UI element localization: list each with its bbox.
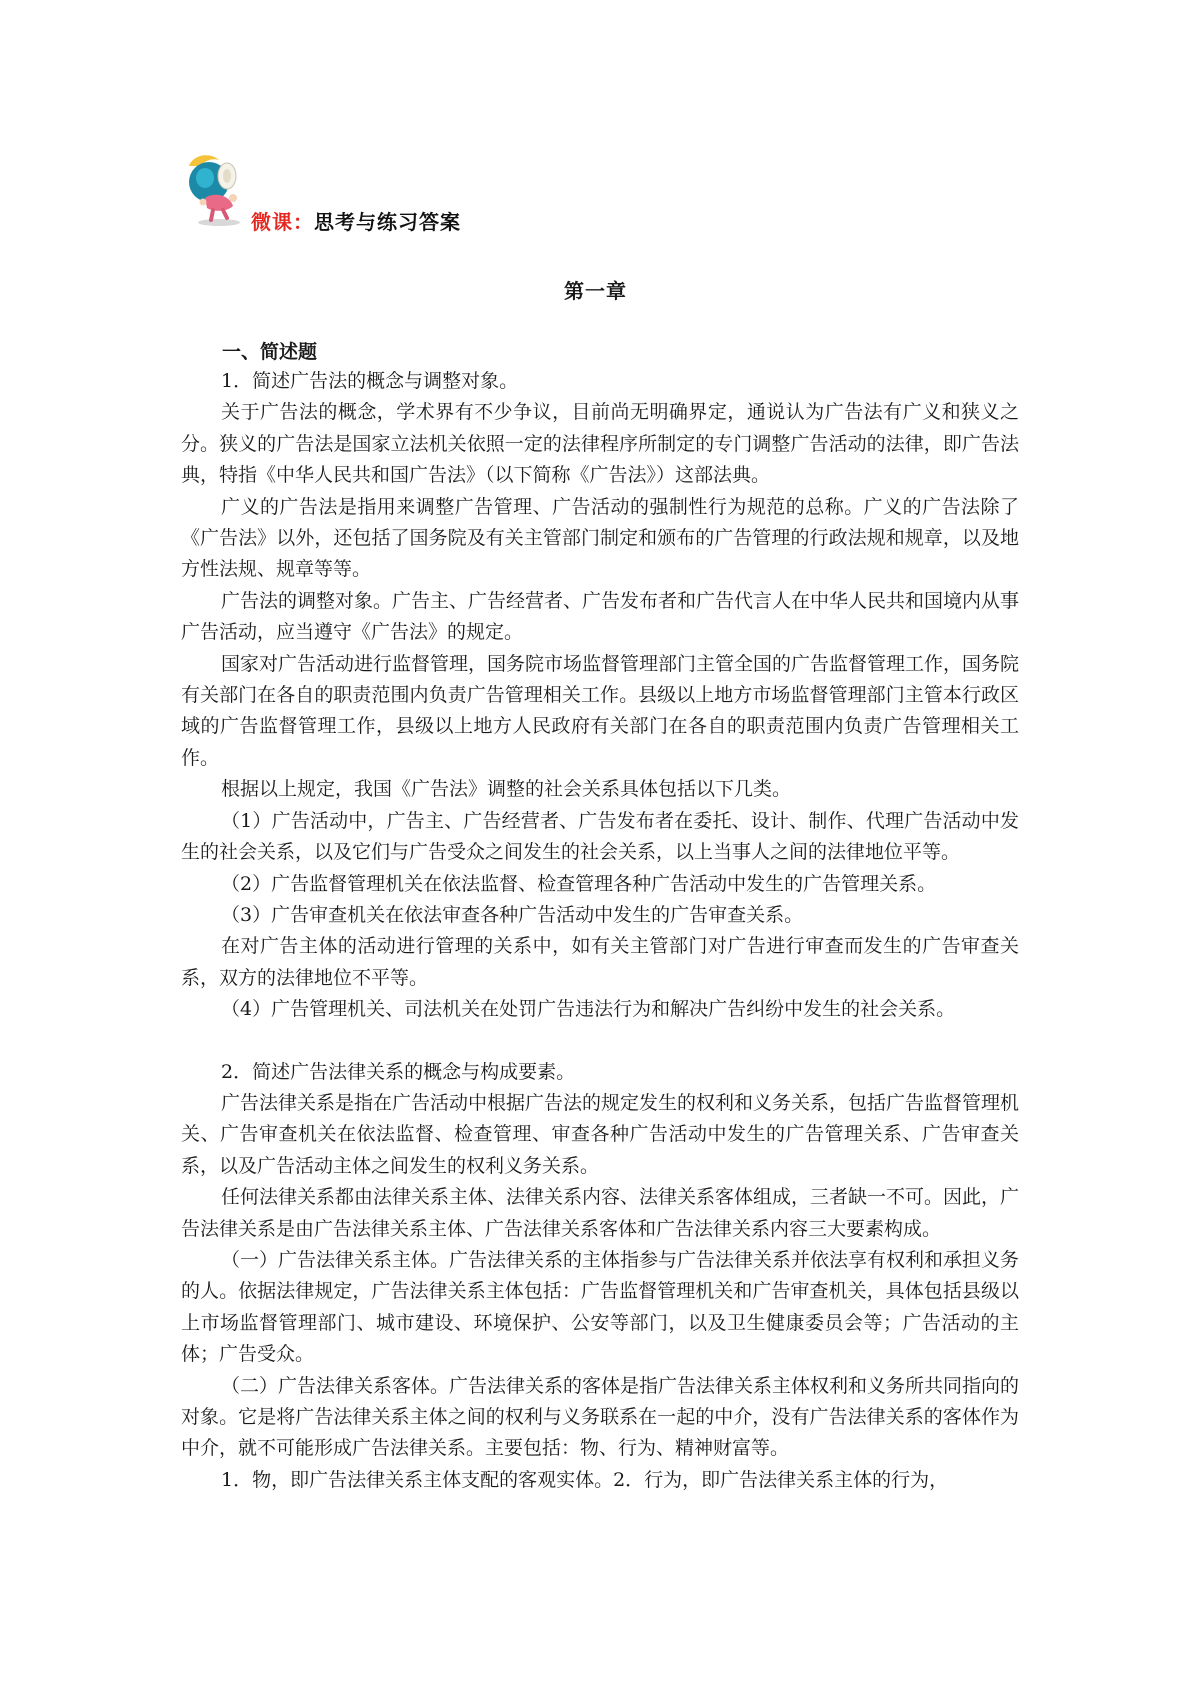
paragraph: （一）广告法律关系主体。广告法律关系的主体指参与广告法律关系并依法享有权利和承担义务的人。依据法律规定，广告法律关系主体包括：广告监督管理机关和广告审查机关，具体包括县级以上市场监督管理部门、城市建设、环境保护、公安等部门，以及卫生健康委员会等；广告活动的主体；广告受众。 — [181, 1248, 1020, 1366]
paragraph: 根据以上规定，我国《广告法》调整的社会关系具体包括以下几类。 — [221, 778, 792, 801]
header-label-prefix: 微课： — [251, 210, 314, 234]
paragraph: 广告法的调整对象。广告主、广告经营者、广告发布者和广告代言人在中华人民共和国境内从事广告活动，应当遵守《广告法》的规定。 — [181, 589, 1020, 644]
question-1: 1．简述广告法的概念与调整对象。 — [221, 370, 519, 392]
paragraph: 广义的广告法是指用来调整广告管理、广告活动的强制性行为规范的总称。广义的广告法除了《广告法》以外，还包括了国务院及有关主管部门制定和颁布的广告管理的行政法规和规章，以及地方性法规、规章等等。 — [181, 495, 1019, 581]
header-label-title: 思考与练习答案 — [314, 210, 461, 234]
body-text — [181, 366, 1019, 1496]
paragraph: 任何法律关系都由法律关系主体、法律关系内容、法律关系客体组成，三者缺一不可。因此，广告法律关系是由广告法律关系主体、广告法律关系客体和广告法律关系内容三大要素构成。 — [181, 1186, 1020, 1240]
paragraph: 关于广告法的概念，学术界有不少争议，目前尚无明确界定，通说认为广告法有广义和狭义之分。狭义的广告法是国家立法机关依照一定的法律程序所制定的专门调整广告活动的法律，即广告法典，特指《中华人民共和国广告法》（以下简称《广告法》）这部法典。 — [181, 401, 1019, 487]
paragraph: （二）广告法律关系客体。广告法律关系的客体是指广告法律关系主体权利和义务所共同指向的对象。它是将广告法律关系主体之间的权利与义务联系在一起的中介，没有广告法律关系的客体作为中介，就不可能形成广告法律关系。主要包括：物、行为、精神财富等。 — [181, 1374, 1020, 1460]
list-item: （2）广告监督管理机关在依法监督、检查管理各种广告活动中发生的广告管理关系。 — [221, 872, 937, 895]
paragraph: 国家对广告活动进行监督管理，国务院市场监督管理部门主管全国的广告监督管理工作，国务院有关部门在各自的职责范围内负责广告管理相关工作。县级以上地方市场监督管理部门主管本行政区域的广告监督管理工作，县级以上地方人民政府有关部门在各自的职责范围内负责广告管理相关工作。 — [181, 652, 1020, 769]
paragraph: 在对广告主体的活动进行管理的关系中，如有关主管部门对广告进行审查而发生的广告审查关系，双方的法律地位不平等。 — [181, 935, 1019, 989]
cartoon-scroll-character-icon — [183, 152, 253, 226]
list-item: （1）广告活动中，广告主、广告经营者、广告发布者在委托、设计、制作、代理广告活动中发生的社会关系，以及它们与广告受众之间发生的社会关系，以上当事人之间的法律地位平等。 — [181, 809, 1019, 864]
list-item: （3）广告审查机关在依法审查各种广告活动中发生的广告审查关系。 — [221, 903, 804, 926]
section-heading: 一、简述题 — [222, 341, 318, 363]
paragraph: 广告法律关系是指在广告活动中根据广告法的规定发生的权利和义务关系，包括广告监督管理机关、广告审查机关在依法监督、检查管理、审查各种广告活动中发生的广告管理关系、广告审查关系，以及广告活动主体之间发生的权利义务关系。 — [181, 1091, 1020, 1177]
header-label — [251, 206, 461, 235]
list-item: （4）广告管理机关、司法机关在处罚广告违法行为和解决广告纠纷中发生的社会关系。 — [221, 998, 956, 1021]
chapter-title: 第一章 — [564, 279, 627, 303]
question-2: 2．简述广告法律关系的概念与构成要素。 — [221, 1060, 576, 1083]
paragraph: 1．物，即广告法律关系主体支配的客观实体。2．行为，即广告法律关系主体的行为， — [221, 1468, 949, 1491]
